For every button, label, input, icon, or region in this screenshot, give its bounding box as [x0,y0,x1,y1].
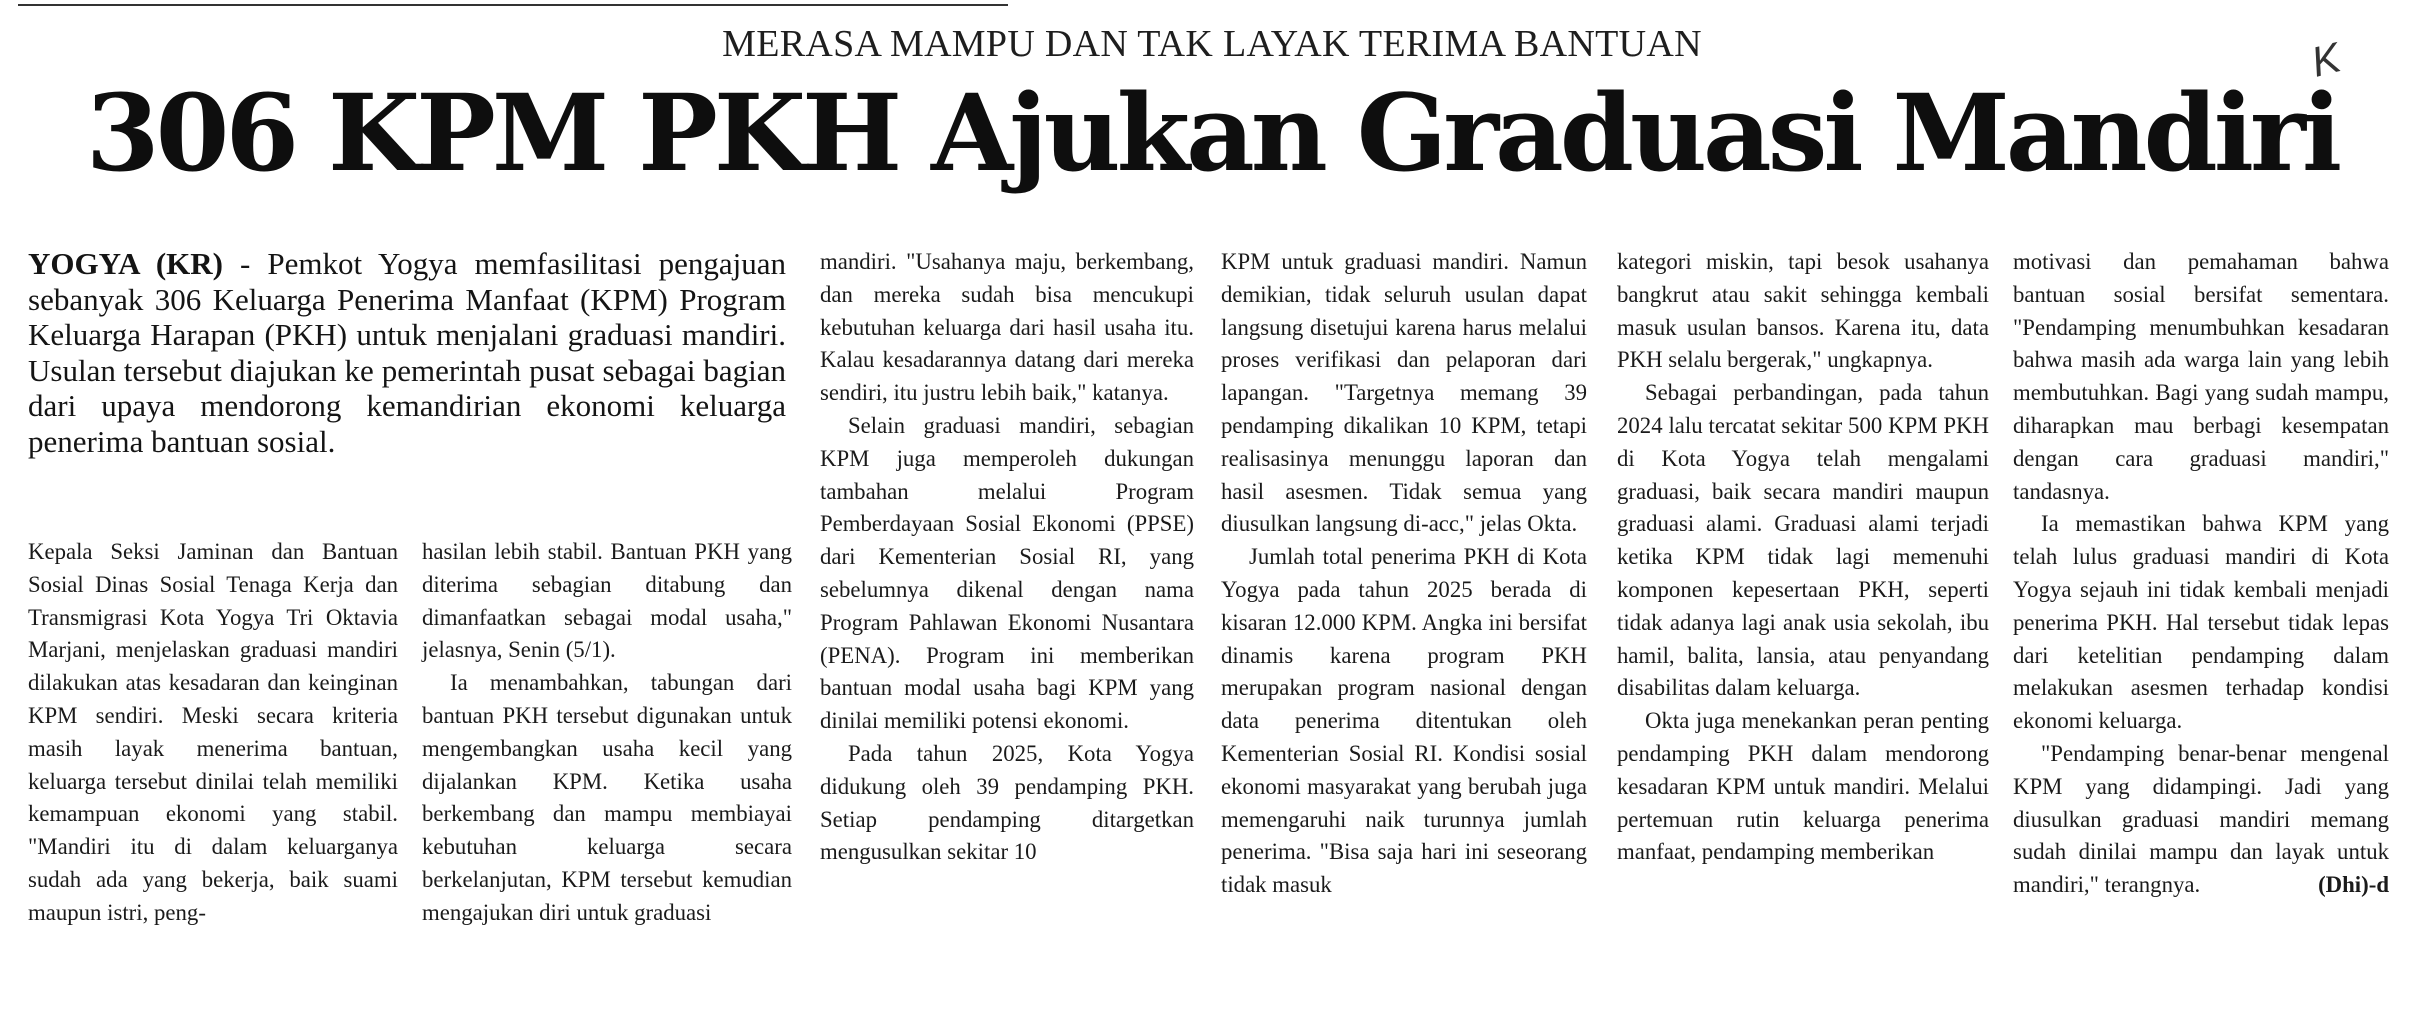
column-5 [1617,246,1989,869]
margin-mark: K [2306,33,2346,86]
lead-text: - Pemkot Yogya memfasilitasi pengajuan sebanyak 306 Keluarga Penerima Manfaat (KPM) Program Keluarga Harapan (PKH) untuk menjalani graduasi mandiri. Usulan tersebut diajukan ke pemerintah pusat sebagai bagian dari upaya mendorong kemandirian ekonomi keluarga penerima bantuan sosial. [28,246,786,459]
paragraph [2013,738,2389,902]
paragraph: KPM untuk graduasi mandiri. Namun demikian, tidak seluruh usulan dapat langsung disetujui karena harus melalui proses verifikasi dan pelaporan dari lapangan. "Targetnya memang 39 pendamping dikalikan 10 KPM, tetapi realisasinya menunggu laporan dan hasil asesmen. Tidak semua yang diusulkan langsung di-acc," jelas Okta. [1221,249,1587,537]
column-2 [422,536,792,930]
column-4 [1221,246,1587,902]
paragraph: mandiri. "Usahanya maju, berkembang, dan mereka sudah bisa mencukupi kebutuhan keluarga dari hasil usaha itu. Kalau kesadarannya datang dari mereka sendiri, itu justru lebih baik," katanya. [820,249,1194,406]
column-6 [2013,246,2389,902]
paragraph: hasilan lebih stabil. Bantuan PKH yang diterima sebagian ditabung dan dimanfaatkan sebagai modal usaha," jelasnya, Senin (5/1). [422,539,792,663]
paragraph: Pada tahun 2025, Kota Yogya didukung oleh 39 pendamping PKH. Setiap pendamping ditargetkan mengusulkan sekitar 10 [820,740,1194,865]
column-1 [28,536,398,930]
paragraph: Okta juga menekankan peran penting pendamping PKH dalam mendorong kesadaran KPM untuk mandiri. Melalui pertemuan rutin keluarga penerima manfaat, pendamping memberikan [1617,708,1989,865]
paragraph: motivasi dan pemahaman bahwa bantuan sosial bersifat sementara. "Pendamping menumbuhkan kesadaran bahwa masih ada warga lain yang lebih membutuhkan. Bagi yang sudah mampu, diharapkan mau berbagi kesempatan dengan cara graduasi mandiri," tandasnya. [2013,249,2389,504]
paragraph-text: "Pendamping benar-benar mengenal KPM yang didampingi. Jadi yang diusulkan graduasi mandiri memang sudah dinilai mampu dan layak untuk mandiri," terangnya. [2013,740,2389,898]
paragraph: kategori miskin, tapi besok usahanya bangkrut atau sakit sehingga kembali masuk usulan bansos. Karena itu, data PKH selalu bergerak," ungkapnya. [1617,249,1989,373]
paragraph: Selain graduasi mandiri, sebagian KPM juga memperoleh dukungan tambahan melalui Program Pemberdayaan Sosial Ekonomi (PPSE) dari Kementerian Sosial RI, yang sebelumnya dikenal dengan nama Program Pahlawan Ekonomi Nusantara (PENA). Program ini memberikan bantuan modal usaha bagi KPM yang dinilai memiliki potensi ekonomi. [820,412,1194,734]
paragraph: Kepala Seksi Jaminan dan Bantuan Sosial Dinas Sosial Tenaga Kerja dan Transmigrasi Kota Yogya Tri Oktavia Marjani, menjelaskan graduasi mandiri dilakukan atas kesadaran dan keinginan KPM sendiri. Meski secara kriteria masih layak menerima bantuan, keluarga tersebut dinilai telah memiliki kemampuan ekonomi yang stabil. "Mandiri itu di dalam keluarganya sudah ada yang bekerja, baik suami maupun istri, peng- [28,539,398,925]
dateline: YOGYA (KR) [28,246,224,281]
paragraph: Sebagai perbandingan, pada tahun 2024 lalu tercatat sekitar 500 KPM PKH di Kota Yogya telah mengalami graduasi, baik secara mandiri maupun graduasi alami. Graduasi alami terjadi ketika KPM tidak lagi memenuhi komponen kepesertaan PKH, seperti tidak adanya lagi anak usia sekolah, ibu hamil, balita, lansia, atau penyandang disabilitas dalam keluarga. [1617,380,1989,701]
paragraph: Jumlah total penerima PKH di Kota Yogya pada tahun 2025 berada di kisaran 12.000 KPM. Angka ini bersifat dinamis karena program PKH merupakan program nasional dengan data penerima ditentukan oleh Kementerian Sosial RI. Kondisi sosial ekonomi masyarakat yang berubah juga memengaruhi naik turunnya jumlah penerima. "Bisa saja hari ini seseorang tidak masuk [1221,544,1587,898]
signature: (Dhi)-d [2318,872,2389,898]
kicker: MERASA MAMPU DAN TAK LAYAK TERIMA BANTUAN [722,23,1702,65]
paragraph: Ia menambahkan, tabungan dari bantuan PKH tersebut digunakan untuk mengembangkan usaha kecil yang dijalankan KPM. Ketika usaha berkembang dan mampu membiayai kebutuhan keluarga secara berkelanjutan, KPM tersebut kemudian mengajukan diri untuk graduasi [422,670,792,925]
headline: 306 KPM PKH Ajukan Graduasi Mandiri [85,70,2339,195]
column-3 [820,246,1194,869]
paragraph: Ia memastikan bahwa KPM yang telah lulus graduasi mandiri di Kota Yogya sejauh ini tidak kembali menjadi penerima PKH. Hal tersebut tidak lepas dari ketelitian pendamping dalam melakukan asesmen terhadap kondisi ekonomi keluarga. [2013,511,2389,734]
top-rule [18,4,1008,6]
lead-paragraph [28,246,786,459]
